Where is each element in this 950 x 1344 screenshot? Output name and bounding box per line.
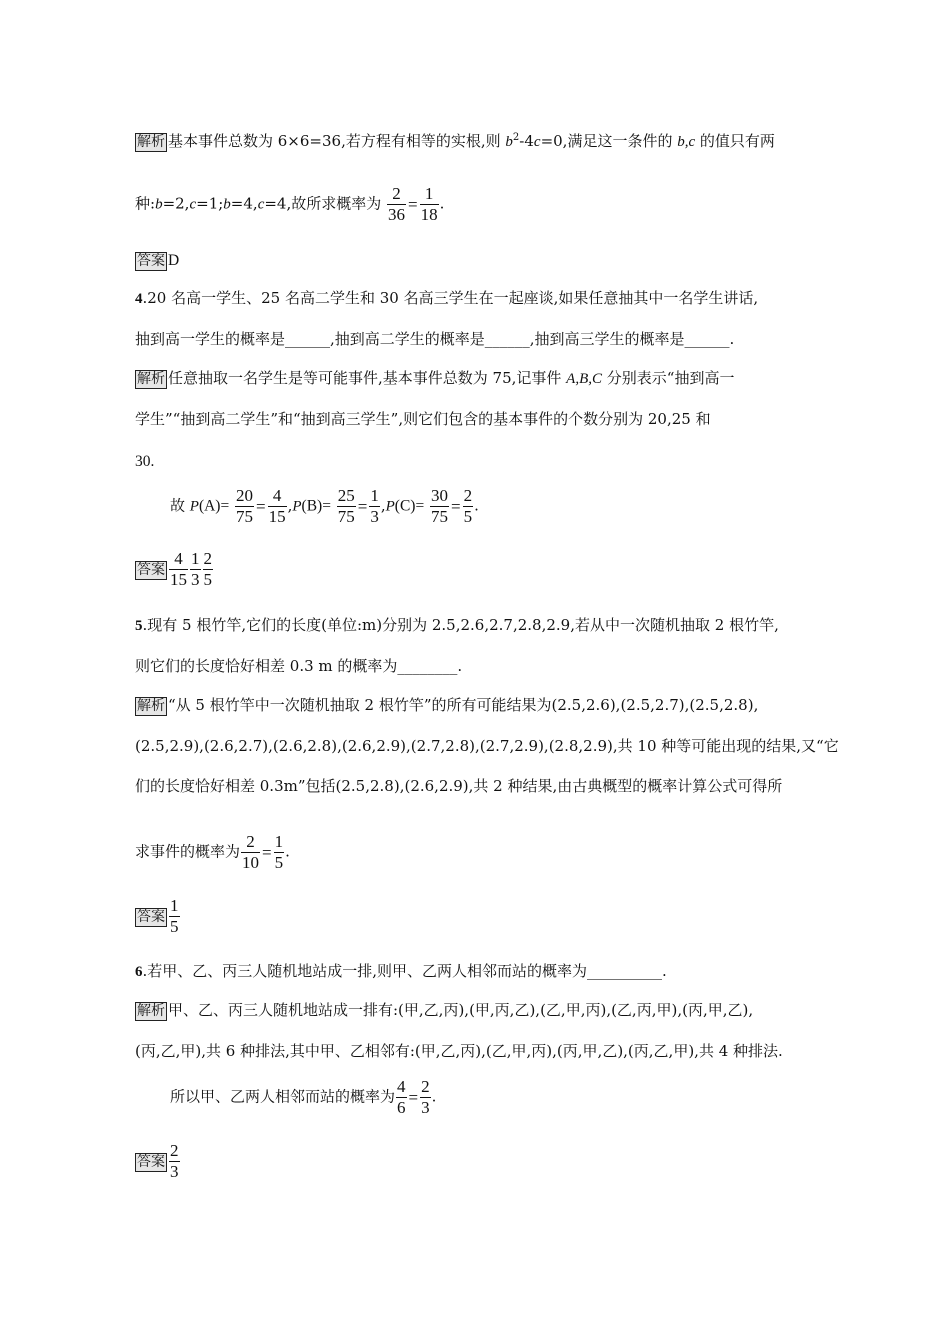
fraction: $\frac{25}{75}$ [337,486,355,526]
q6-solution-line-2: (丙,乙,甲),共 6 种排法,其中甲、乙相邻有:(甲,乙,丙),(乙,甲,丙),(丙,甲,乙),(丙,乙,甲),共 4 种排法. [135,1042,783,1060]
fraction: $\frac{2}{3}$ [421,1077,430,1117]
fraction: $\frac{2}{3}$ [170,1141,179,1181]
q6-solution-line-1: 解析 甲、乙、丙三人随机地站成一排有:(甲,乙,丙),(甲,丙,乙),(乙,甲,丙),(乙,丙,甲),(丙,甲,乙), [137,1001,754,1019]
q4-solution-line-2: 学生”“抽到高二学生”和“抽到高三学生”,则它们包含的基本事件的个数分别为 20,25 和 [135,410,711,428]
fraction: $\frac{2}{36}$ [388,184,406,224]
q3-answer: 答案 D [137,252,180,269]
q4-solution-line-1: 解析 任意抽取一名学生是等可能事件,基本事件总数为 75,记事件 A,B,C 分别表示“抽到高一 [137,369,735,387]
fraction: $\frac{4}{15}$ [170,549,187,589]
fraction: $\frac{1}{5}$ [274,832,284,872]
jiexi-label: 解析 [137,698,165,714]
q4-stem-line-2: 抽到高一学生的概率是______,抽到高二学生的概率是______,抽到高三学生的概率是______. [135,330,735,348]
daan-label: 答案 [137,1153,165,1170]
q5-answer [135,896,181,937]
daan-label: 答案 [137,561,165,578]
fraction: $\frac{30}{75}$ [430,486,448,526]
q4-solution-line-3: 30. [135,453,155,470]
fraction: $\frac{2}{10}$ [242,832,260,872]
q6-stem: 6.若甲、乙、丙三人随机地站成一排,则甲、乙两人相邻而站的概率为__________. [135,962,667,980]
jiexi-label: 解析 [137,1003,165,1019]
q5-solution-line-2: (2.5,2.9),(2.6,2.7),(2.6,2.8),(2.6,2.9),(2.7,2.8),(2.7,2.9),(2.8,2.9),共 10 种等可能出现的结果,又“它 [135,737,839,755]
fraction: $\frac{4}{15}$ [268,486,286,526]
q5-solution-line-4: 求事件的概率为 $\frac{2}{10}$ = $\frac{1}{5}$ . [135,832,290,872]
q4-answer [135,549,214,590]
fraction: $\frac{1}{3}$ [370,486,379,526]
daan-label: 答案 [137,253,165,269]
q3-solution-line-1: 解析 基本事件总数为 6×6=36,若方程有相等的实根,则 $b^2-4c=0$,满足这一条件的 b,c 的值只有两 [137,132,775,150]
q5-solution-line-3: 们的长度恰好相差 0.3m”包括(2.5,2.8),(2.6,2.9),共 2 种结果,由古典概型的概率计算公式可得所 [135,777,783,795]
fraction: $\frac{1}{18}$ [420,184,438,224]
daan-label: 答案 [137,908,165,925]
fraction: $\frac{1}{5}$ [170,896,179,936]
fraction: $\frac{4}{6}$ [397,1077,406,1117]
fraction: $\frac{1}{3}$ [191,549,200,589]
jiexi-label: 解析 [137,134,165,150]
fraction: $\frac{20}{75}$ [236,486,253,526]
q4-stem-line-1: 4.20 名高一学生、25 名高二学生和 30 名高三学生在一起座谈,如果任意抽其中一名学生讲话, [135,289,759,307]
q5-stem-line-2: 则它们的长度恰好相差 0.3 m 的概率为________. [135,657,463,675]
jiexi-label: 解析 [137,371,165,387]
q6-answer [135,1141,181,1182]
fraction: $\frac{2}{5}$ [463,486,473,526]
q3-solution-line-2: 种:b=2,c=1;b=4,c=4,故所求概率为 $\frac{2}{36}$ = $\frac{1}{18}$ . [135,184,445,224]
q4-formula: 故 P(A)= $\frac{20}{75}$ = $\frac{4}{15}$ ,P(B)= $\frac{25}{75}$ = $\frac{1}{3}$ ,P(C)= $\frac{30}{75}$ = $\frac{2}{5}$ . [170,486,479,526]
q5-solution-line-1: 解析 “从 5 根竹竿中一次随机抽取 2 根竹竿”的所有可能结果为(2.5,2.6),(2.5,2.7),(2.5,2.8), [137,696,759,714]
q6-solution-line-3: 所以甲、乙两人相邻而站的概率为 $\frac{4}{6}$ = $\frac{2}{3}$ . [170,1077,437,1117]
fraction: $\frac{2}{5}$ [203,549,212,589]
q5-stem-line-1: 5.现有 5 根竹竿,它们的长度(单位:m)分别为 2.5,2.6,2.7,2.8,2.9,若从中一次随机抽取 2 根竹竿, [135,616,779,634]
